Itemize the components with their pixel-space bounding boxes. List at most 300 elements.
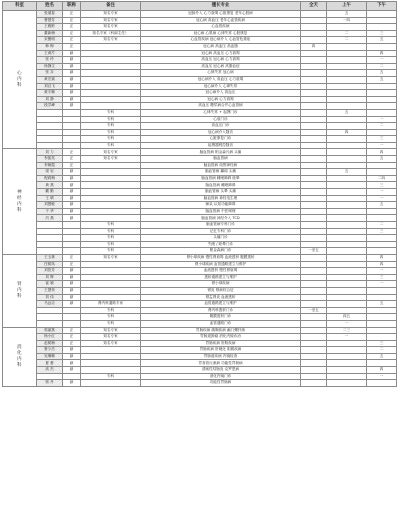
doctor-title xyxy=(63,235,81,242)
doctor-specialty: 肾小球疾病 慢性肾衰竭 血液透析 腹膜透析 xyxy=(141,254,301,261)
doctor-note: 肾内科通路专家 xyxy=(81,301,141,308)
doctor-name: 王玉林 xyxy=(37,254,63,261)
schedule-morning xyxy=(327,136,367,143)
doctor-specialty: 血管通路门诊 xyxy=(141,320,301,327)
table-row xyxy=(3,162,397,169)
schedule-afternoon: 三 xyxy=(367,228,397,235)
doctor-note: 专科 xyxy=(81,123,141,130)
schedule-afternoon: 五 xyxy=(367,202,397,209)
doctor-title: 副 xyxy=(63,103,81,110)
schedule-morning xyxy=(327,347,367,354)
doctor-specialty: 胃肠道疾病 内镜检查 xyxy=(141,353,301,360)
doctor-specialty: 高血压 冠心病 高脂血症 xyxy=(141,63,301,70)
doctor-note xyxy=(81,195,141,202)
doctor-title xyxy=(63,109,81,116)
schedule-full-day xyxy=(301,360,327,367)
doctor-name: 夏 蕾 xyxy=(37,360,63,367)
schedule-morning xyxy=(327,63,367,70)
schedule-morning xyxy=(327,175,367,182)
table-row xyxy=(3,169,397,176)
schedule-afternoon: 三 xyxy=(367,30,397,37)
header-afternoon: 下午 xyxy=(367,2,397,11)
doctor-note: 专科 xyxy=(81,373,141,380)
table-row xyxy=(3,353,397,360)
schedule-morning xyxy=(327,235,367,242)
schedule-full-day xyxy=(301,195,327,202)
schedule-morning xyxy=(327,24,367,31)
doctor-title: 副 xyxy=(63,208,81,215)
doctor-note: 专科 xyxy=(81,109,141,116)
doctor-specialty: 肾内科透析门诊 xyxy=(141,307,301,314)
doctor-name xyxy=(37,320,63,327)
doctor-name: 杨小红 xyxy=(37,334,63,341)
doctor-name: 崔 颖 xyxy=(37,281,63,288)
doctor-note xyxy=(81,169,141,176)
doctor-specialty: 冠心病介入随访 xyxy=(141,129,301,136)
doctor-specialty: 起搏器程控随访 xyxy=(141,142,301,149)
doctor-name: 吴琳琳 xyxy=(37,353,63,360)
doctor-note xyxy=(81,83,141,90)
schedule-afternoon xyxy=(367,215,397,222)
doctor-name: 李振英 xyxy=(37,156,63,163)
header-specialty: 擅长专业 xyxy=(141,2,301,11)
schedule-full-day xyxy=(301,254,327,261)
schedule-full-day xyxy=(301,373,327,380)
doctor-specialty: 脑血管病 神经电生理 xyxy=(141,195,301,202)
table-row xyxy=(3,156,397,163)
schedule-morning xyxy=(327,83,367,90)
doctor-specialty: 胃肠疾病 肝胆疾病 xyxy=(141,340,301,347)
doctor-note: 知名专家 xyxy=(81,156,141,163)
doctor-title: 副 xyxy=(63,287,81,294)
doctor-note: 知名专家 xyxy=(81,340,141,347)
table-row xyxy=(3,320,397,327)
schedule-morning xyxy=(327,70,367,77)
department-cell: 肾 内 科 xyxy=(3,254,37,327)
doctor-name: 杨静文 xyxy=(37,63,63,70)
schedule-afternoon xyxy=(367,103,397,110)
doctor-title: 正 xyxy=(63,340,81,347)
doctor-name xyxy=(37,307,63,314)
doctor-specialty: 冠脉介入 心力衰竭 心脏康复 老年心脏病 xyxy=(141,11,301,18)
doctor-specialty: 高血压 冠心病 心力衰竭 xyxy=(141,57,301,64)
schedule-full-day xyxy=(301,189,327,196)
doctor-note xyxy=(81,90,141,97)
table-row xyxy=(3,202,397,209)
doctor-specialty: 溃疡性结肠炎 克罗恩病 xyxy=(141,367,301,374)
schedule-full-day xyxy=(301,274,327,281)
doctor-title xyxy=(63,116,81,123)
doctor-specialty: 高血压门诊 xyxy=(141,123,301,130)
doctor-title xyxy=(63,320,81,327)
schedule-full-day xyxy=(301,367,327,374)
schedule-morning xyxy=(327,90,367,97)
schedule-full-day xyxy=(301,287,327,294)
doctor-specialty: 心律失常 冠心病 xyxy=(141,70,301,77)
table-row xyxy=(3,195,397,202)
doctor-name xyxy=(37,373,63,380)
schedule-afternoon xyxy=(367,162,397,169)
doctor-title xyxy=(63,222,81,229)
table-row xyxy=(3,287,397,294)
doctor-name: 段学峰 xyxy=(37,103,63,110)
doctor-note xyxy=(81,208,141,215)
doctor-title xyxy=(63,241,81,248)
doctor-title: 副 xyxy=(63,70,81,77)
schedule-full-day xyxy=(301,301,327,308)
table-row xyxy=(3,360,397,367)
schedule-morning xyxy=(327,208,367,215)
doctor-name: 赵树梅 xyxy=(37,340,63,347)
doctor-note xyxy=(81,268,141,275)
doctor-title: 副 xyxy=(63,294,81,301)
table-row xyxy=(3,367,397,374)
table-row xyxy=(3,24,397,31)
schedule-full-day xyxy=(301,96,327,103)
department-cell: 心 内 科 xyxy=(3,11,37,149)
doctor-title: 正 xyxy=(63,24,81,31)
doctor-name: 梁 岩 xyxy=(37,169,63,176)
doctor-title: 副 xyxy=(63,189,81,196)
doctor-note xyxy=(81,182,141,189)
schedule-full-day xyxy=(301,241,327,248)
doctor-title xyxy=(63,129,81,136)
schedule-full-day xyxy=(301,314,327,321)
doctor-note xyxy=(81,96,141,103)
doctor-specialty: 帕金森病门诊 xyxy=(141,248,301,255)
table-row xyxy=(3,96,397,103)
schedule-afternoon xyxy=(367,248,397,255)
doctor-specialty: 肾盂肾炎 血液透析 xyxy=(141,294,301,301)
schedule-full-day xyxy=(301,156,327,163)
schedule-morning xyxy=(327,116,367,123)
header-morning: 上午 xyxy=(327,2,367,11)
schedule-morning xyxy=(327,202,367,209)
doctor-note: 知名专家 xyxy=(81,327,141,334)
schedule-morning: 五 xyxy=(327,109,367,116)
schedule-morning xyxy=(327,373,367,380)
table-row xyxy=(3,175,397,182)
doctor-title: 正 xyxy=(63,327,81,334)
doctor-specialty: 心衰门诊 xyxy=(141,116,301,123)
schedule-afternoon: 五 xyxy=(367,70,397,77)
table-row xyxy=(3,90,397,97)
doctor-specialty: 冠心病 心肌病 心律失常 心脏康复 xyxy=(141,30,301,37)
doctor-name xyxy=(37,241,63,248)
header-dept: 科室 xyxy=(3,2,37,11)
doctor-note xyxy=(81,162,141,169)
doctor-specialty: 心血管疾病 冠心病介入 心血管危重症 xyxy=(141,37,301,44)
schedule-morning xyxy=(327,268,367,275)
schedule-afternoon xyxy=(367,17,397,24)
schedule-afternoon: 四 xyxy=(367,367,397,374)
table-row xyxy=(3,63,397,70)
doctor-name: 张 卉 xyxy=(37,70,63,77)
table-row xyxy=(3,380,397,387)
doctor-specialty: 脑血管病 周围神经病 xyxy=(141,162,301,169)
schedule-afternoon xyxy=(367,334,397,341)
doctor-note xyxy=(81,294,141,301)
schedule-afternoon xyxy=(367,380,397,387)
schedule-full-day xyxy=(301,149,327,156)
doctor-note: 知名专家 xyxy=(81,37,141,44)
schedule-full-day xyxy=(301,57,327,64)
doctor-note: 专科 xyxy=(81,136,141,143)
table-row xyxy=(3,235,397,242)
table-row xyxy=(3,294,397,301)
doctor-title: 副 xyxy=(63,169,81,176)
schedule-full-day xyxy=(301,30,327,37)
schedule-full-day xyxy=(301,70,327,77)
schedule-full-day xyxy=(301,215,327,222)
doctor-name: 王黄芹 xyxy=(37,50,63,57)
schedule-full-day xyxy=(301,24,327,31)
table-row xyxy=(3,43,397,50)
table-header-row xyxy=(3,2,397,11)
schedule-full-day xyxy=(301,208,327,215)
schedule-full-day: 一至五 xyxy=(301,248,327,255)
doctor-note xyxy=(81,189,141,196)
table-row xyxy=(3,123,397,130)
doctor-name: 高 杰 xyxy=(37,367,63,374)
doctor-title: 正 xyxy=(63,334,81,341)
doctor-specialty: 高血压 糖尿病合并心血管病 xyxy=(141,103,301,110)
schedule-afternoon: 一 xyxy=(367,195,397,202)
schedule-morning: 四 xyxy=(327,129,367,136)
schedule-full-day xyxy=(301,162,327,169)
doctor-title: 副 xyxy=(63,195,81,202)
schedule-afternoon: 一 xyxy=(367,116,397,123)
schedule-morning: 五 xyxy=(327,11,367,18)
doctor-note xyxy=(81,360,141,367)
doctor-title: 副 xyxy=(63,367,81,374)
doctor-specialty: 冠心病 高血压 心力衰竭 xyxy=(141,50,301,57)
doctor-note xyxy=(81,103,141,110)
schedule-afternoon: 三 xyxy=(367,274,397,281)
schedule-afternoon: 五 xyxy=(367,353,397,360)
doctor-note: 专科 xyxy=(81,142,141,149)
doctor-name: 程莉梅 xyxy=(37,175,63,182)
doctor-specialty: 痴呆 认知功能障碍 xyxy=(141,202,301,209)
schedule-afternoon: 一 xyxy=(367,142,397,149)
department-cell: 消 化 内 科 xyxy=(3,327,37,386)
doctor-title: 副 xyxy=(63,202,81,209)
schedule-afternoon xyxy=(367,43,397,50)
table-row xyxy=(3,307,397,314)
table-row xyxy=(3,334,397,341)
doctor-title: 副 xyxy=(63,281,81,288)
doctor-note xyxy=(81,57,141,64)
doctor-name: 王雅彬 xyxy=(37,24,63,31)
schedule-full-day xyxy=(301,83,327,90)
doctor-title: 正 xyxy=(63,11,81,18)
doctor-name: 李朝霞 xyxy=(37,162,63,169)
schedule-afternoon xyxy=(367,314,397,321)
schedule-afternoon: 五 xyxy=(367,301,397,308)
schedule-afternoon xyxy=(367,360,397,367)
doctor-name: 韩 梅 xyxy=(37,43,63,50)
schedule-morning xyxy=(327,353,367,360)
doctor-note xyxy=(81,287,141,294)
doctor-specialty: 胃肠疾病 胰腺疾病 幽门螺杆菌 xyxy=(141,327,301,334)
schedule-morning xyxy=(327,254,367,261)
schedule-afternoon: 四 xyxy=(367,261,397,268)
doctor-note xyxy=(81,261,141,268)
schedule-afternoon: 二四 xyxy=(367,175,397,182)
schedule-afternoon xyxy=(367,169,397,176)
doctor-name xyxy=(37,129,63,136)
table-row xyxy=(3,373,397,380)
schedule-full-day xyxy=(301,347,327,354)
doctor-specialty: 脑血管病 帕金森氏病 头痛 xyxy=(141,149,301,156)
schedule-morning xyxy=(327,149,367,156)
doctor-note: 专科 xyxy=(81,228,141,235)
doctor-title xyxy=(63,314,81,321)
schedule-full-day xyxy=(301,294,327,301)
doctor-specialty: 肾小球疾病 xyxy=(141,281,301,288)
schedule-afternoon: 二 xyxy=(367,123,397,130)
table-row xyxy=(3,182,397,189)
doctor-note: 知名专家 xyxy=(81,149,141,156)
doctor-specialty: 冠心病介入 高血压 xyxy=(141,90,301,97)
schedule-full-day xyxy=(301,261,327,268)
doctor-note: 知名专家（科副主任） xyxy=(81,30,141,37)
doctor-title: 正 xyxy=(63,162,81,169)
table-row xyxy=(3,268,397,275)
doctor-name xyxy=(37,136,63,143)
schedule-morning xyxy=(327,367,367,374)
doctor-name: 宋聚明 xyxy=(37,37,63,44)
doctor-note xyxy=(81,202,141,209)
doctor-specialty: 记忆专科门诊 xyxy=(141,228,301,235)
doctor-title: 副 xyxy=(63,90,81,97)
doctor-note xyxy=(81,274,141,281)
doctor-specialty: 失眠 / 眩晕门诊 xyxy=(141,241,301,248)
doctor-title: 副 xyxy=(63,215,81,222)
doctor-name: 黄宏斌 xyxy=(37,76,63,83)
schedule-morning: 五 xyxy=(327,169,367,176)
doctor-specialty: 冠心病 高血压 高血脂 xyxy=(141,43,301,50)
doctor-name: 鲁少杰 xyxy=(37,347,63,354)
doctor-note: 专科 xyxy=(81,129,141,136)
doctor-specialty: 胃食管反流病 功能性胃肠病 xyxy=(141,360,301,367)
doctor-title: 副 xyxy=(63,96,81,103)
schedule-afternoon: 五 xyxy=(367,37,397,44)
schedule-afternoon xyxy=(367,129,397,136)
doctor-specialty: 血液透析 慢性肾衰竭 xyxy=(141,268,301,275)
schedule-morning xyxy=(327,301,367,308)
doctor-specialty: 心血管疾病 xyxy=(141,24,301,31)
doctor-title: 副 xyxy=(63,83,81,90)
doctor-title: 正 xyxy=(63,43,81,50)
doctor-specialty: 脑血管病 头晕 头痛 xyxy=(141,189,301,196)
table-row xyxy=(3,261,397,268)
schedule-afternoon: 四 xyxy=(367,254,397,261)
table-row xyxy=(3,347,397,354)
doctor-name: 刘贺芳 xyxy=(37,268,63,275)
doctor-title: 副 xyxy=(63,353,81,360)
schedule-full-day xyxy=(301,235,327,242)
doctor-specialty: 冠心病介入 心律失常 xyxy=(141,83,301,90)
doctor-title: 副 xyxy=(63,63,81,70)
table-row xyxy=(3,103,397,110)
doctor-specialty: 消化内镜门诊 xyxy=(141,373,301,380)
doctor-note: 专科 xyxy=(81,314,141,321)
doctor-specialty: 脑血管病 xyxy=(141,156,301,163)
table-row xyxy=(3,109,397,116)
doctor-name: 刘汉飞 xyxy=(37,83,63,90)
table-row xyxy=(3,314,397,321)
table-row xyxy=(3,17,397,24)
doctor-name: 黄 燕 xyxy=(37,182,63,189)
schedule-full-day xyxy=(301,182,327,189)
table-body xyxy=(3,11,397,387)
schedule-morning xyxy=(327,189,367,196)
table-row xyxy=(3,76,397,83)
doctor-note xyxy=(81,353,141,360)
table-row xyxy=(3,189,397,196)
doctor-name: 马远吉 xyxy=(37,301,63,308)
schedule-afternoon xyxy=(367,90,397,97)
schedule-full-day xyxy=(301,17,327,24)
header-name: 姓名 xyxy=(37,2,63,11)
doctor-note: 专科 xyxy=(81,320,141,327)
doctor-title xyxy=(63,142,81,149)
doctor-note: 专科 xyxy=(81,222,141,229)
schedule-afternoon xyxy=(367,327,397,334)
doctor-specialty: 胃肠疾病 肝硬化 胆胰疾病 xyxy=(141,347,301,354)
schedule-morning xyxy=(327,96,367,103)
doctor-name xyxy=(37,116,63,123)
doctor-note xyxy=(81,70,141,77)
doctor-name xyxy=(37,248,63,255)
doctor-note: 知名专家 xyxy=(81,24,141,31)
doctor-title: 副 xyxy=(63,182,81,189)
schedule-afternoon: 四 xyxy=(367,50,397,57)
schedule-morning xyxy=(327,261,367,268)
schedule-full-day xyxy=(301,103,327,110)
schedule-morning xyxy=(327,123,367,130)
header-note: 备注 xyxy=(81,2,141,11)
schedule-afternoon: 四 xyxy=(367,149,397,156)
schedule-morning: 二三 xyxy=(327,327,367,334)
schedule-morning xyxy=(327,294,367,301)
doctor-name: 董新梅 xyxy=(37,30,63,37)
schedule-morning xyxy=(327,156,367,163)
doctor-title xyxy=(63,307,81,314)
table-row xyxy=(3,30,397,37)
schedule-afternoon xyxy=(367,109,397,116)
doctor-title: 副 xyxy=(63,50,81,57)
schedule-morning xyxy=(327,287,367,294)
doctor-specialty: 心脏康复门诊 xyxy=(141,136,301,143)
doctor-name: 郭 丹 xyxy=(37,380,63,387)
schedule-morning xyxy=(327,360,367,367)
schedule-full-day xyxy=(301,63,327,70)
table-row xyxy=(3,50,397,57)
doctor-note xyxy=(81,63,141,70)
doctor-note: 专科 xyxy=(81,235,141,242)
doctor-title: 副 xyxy=(63,347,81,354)
doctor-name: 刘 力 xyxy=(37,149,63,156)
doctor-note xyxy=(81,367,141,374)
doctor-specialty: 脑血管病 中医调理 xyxy=(141,208,301,215)
doctor-note xyxy=(81,215,141,222)
schedule-morning xyxy=(327,76,367,83)
doctor-note: 专科 xyxy=(81,116,141,123)
doctor-title: 副 xyxy=(63,268,81,275)
doctor-name: 张 玲 xyxy=(37,57,63,64)
